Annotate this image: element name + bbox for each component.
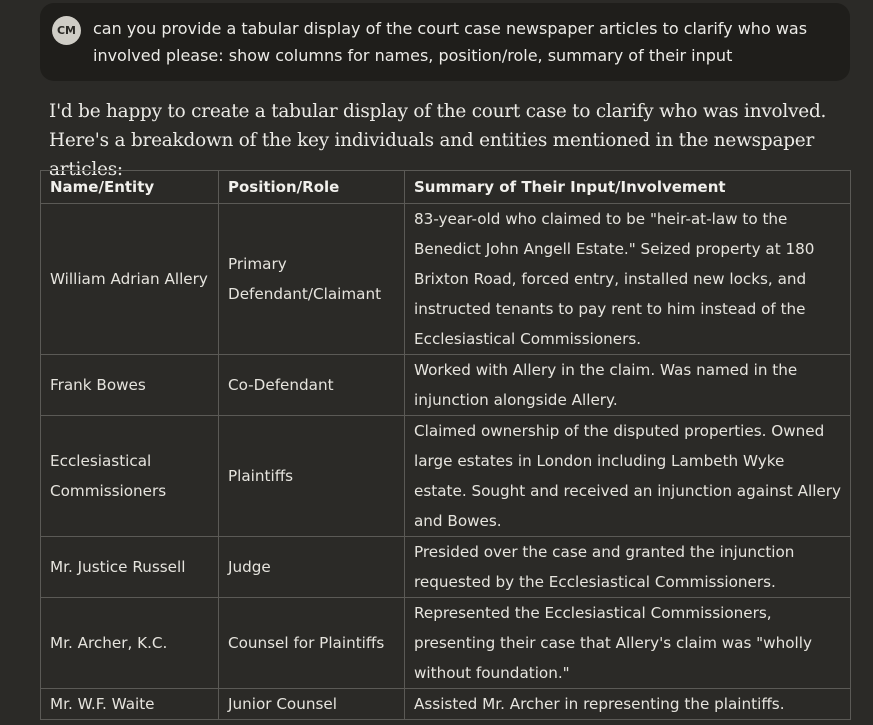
cell-name: Frank Bowes [41, 355, 219, 416]
cell-name: Mr. W.F. Waite [41, 689, 219, 720]
user-avatar: CM [52, 16, 81, 45]
column-header-summary: Summary of Their Input/Involvement [405, 171, 851, 204]
cell-role: Junior Counsel [219, 689, 405, 720]
cell-role: Plaintiffs [219, 416, 405, 537]
cell-summary: Presided over the case and granted the injunction requested by the Ecclesiastical Commissioners. [405, 537, 851, 598]
table-row [41, 355, 851, 416]
involved-parties-table [40, 170, 851, 720]
column-header-role: Position/Role [219, 171, 405, 204]
table-row [41, 416, 851, 537]
cell-role: Counsel for Plaintiffs [219, 598, 405, 689]
assistant-intro: I'd be happy to create a tabular display of the court case to clarify who was involved. Here's a breakdown of the key individuals and entities mentioned in the newspaper articles: [49, 101, 827, 180]
user-message [40, 3, 850, 81]
cell-summary: Represented the Ecclesiastical Commissioners, presenting their case that Allery's claim was "wholly without foundation." [405, 598, 851, 689]
cell-name: Mr. Justice Russell [41, 537, 219, 598]
cell-summary: Worked with Allery in the claim. Was named in the injunction alongside Allery. [405, 355, 851, 416]
cell-name: Ecclesiastical Commissioners [41, 416, 219, 537]
table-header-row [41, 171, 851, 204]
column-header-name: Name/Entity [41, 171, 219, 204]
cell-name: Mr. Archer, K.C. [41, 598, 219, 689]
cell-role: Primary Defendant/Claimant [219, 204, 405, 355]
table-row [41, 598, 851, 689]
cell-role: Co-Defendant [219, 355, 405, 416]
cell-summary: 83-year-old who claimed to be "heir-at-law to the Benedict John Angell Estate." Seized property at 180 Brixton Road, forced entry, installed new locks, and instructed tenants to pay rent to him instead of the Ecclesiastical Commissioners. [405, 204, 851, 355]
user-message-text: can you provide a tabular display of the court case newspaper articles to clarify who was involved please: show columns for names, position/role, summary of their input [93, 19, 808, 65]
table-row [41, 204, 851, 355]
table-row [41, 537, 851, 598]
cell-role: Judge [219, 537, 405, 598]
cell-summary: Claimed ownership of the disputed properties. Owned large estates in London including Lambeth Wyke estate. Sought and received an injunction against Allery and Bowes. [405, 416, 851, 537]
cell-summary: Assisted Mr. Archer in representing the plaintiffs. [405, 689, 851, 720]
cell-name: William Adrian Allery [41, 204, 219, 355]
table-row [41, 689, 851, 720]
